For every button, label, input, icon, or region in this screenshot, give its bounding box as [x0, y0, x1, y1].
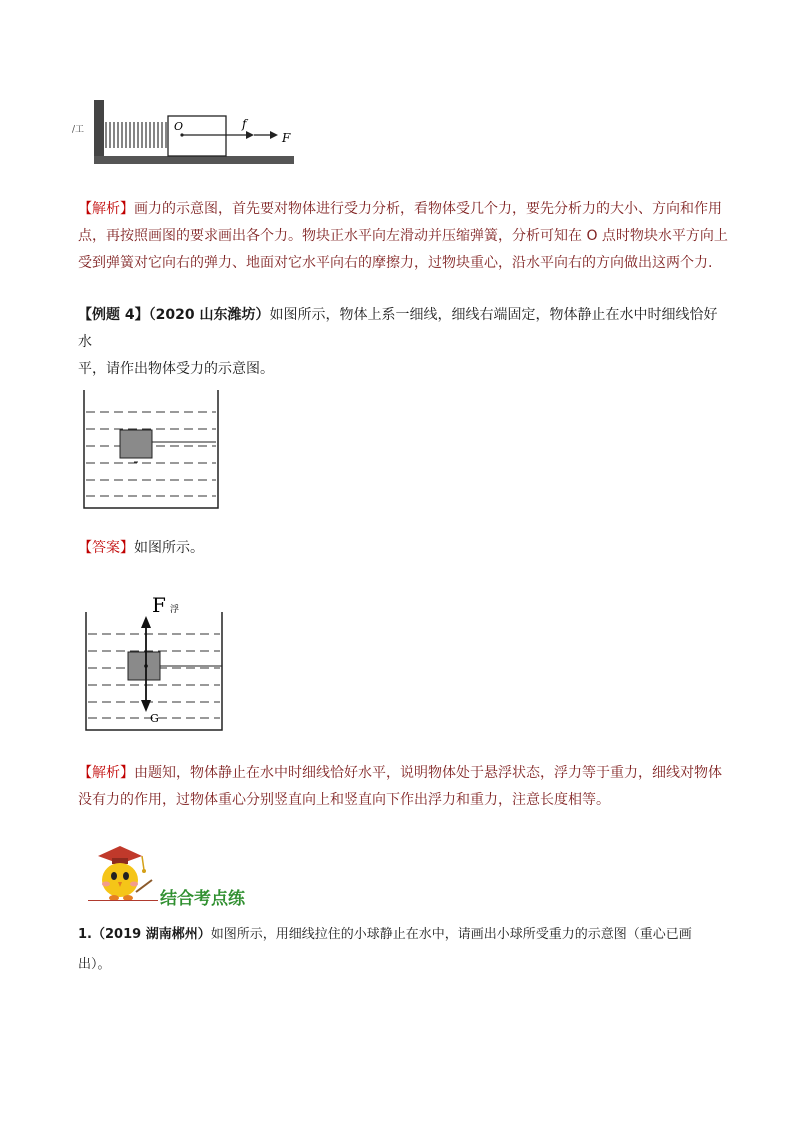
question-1-number: 1.: [78, 927, 92, 942]
analysis-2: [78, 760, 728, 814]
label-gravity-G: G: [150, 712, 159, 725]
example-4-line-2: 平，请作出物体受力的示意图。: [78, 361, 274, 377]
question-1-line-2: 出）。: [78, 957, 111, 972]
question-1: [78, 920, 738, 980]
section-underline: [88, 900, 158, 901]
analysis-1: [78, 196, 728, 277]
buoyancy-arrowhead: [141, 616, 151, 628]
container-diagram: [82, 388, 222, 510]
analysis-2-tag: 【解析】: [78, 765, 134, 781]
section-title: 结合考点练: [160, 889, 245, 909]
example-4-source: （2020 山东潍坊）: [148, 307, 270, 323]
label-F: F: [282, 131, 291, 145]
forces-diagram: [82, 592, 232, 732]
answer-tag: 【答案】: [78, 540, 134, 556]
figure-left-label: /工: [72, 125, 85, 135]
analysis-1-tag: 【解析】: [78, 201, 134, 217]
example-4-tag: 【例题 4】: [78, 307, 149, 323]
analysis-2-line-2: 没有力的作用，过物体重心分别竖直向上和竖直向下作出浮力和重力，注意长度相等。: [78, 792, 610, 808]
analysis-2-line-1: 【解析】由题知，物体静止在水中时细线恰好水平，说明物体处于悬浮状态，浮力等于重力，细线对物体: [78, 765, 722, 781]
force-arrowhead-F: [270, 131, 278, 139]
label-f: f: [242, 117, 247, 131]
figure-forces: [82, 592, 232, 732]
example-4-line-1: 【例题 4】（2020 山东潍坊）如图所示，物体上系一细线，细线右端固定，物体静止在水中时细线恰好水: [78, 307, 718, 350]
spring-block-diagram: [70, 98, 300, 170]
center-of-gravity: [144, 664, 148, 668]
answer: [78, 535, 204, 562]
gravity-arrowhead: [141, 700, 151, 712]
figure-spring-block: [70, 98, 300, 170]
section-header: [78, 840, 338, 910]
analysis-1-line-2: 点，再按照画图的要求画出各个力。物块正水平向左滑动并压缩弹簧，分析可知在 O 点时物块水平方向上: [78, 228, 728, 244]
force-arrowhead-f: [246, 131, 254, 139]
analysis-1-line-3: 受到弹簧对它向右的弹力、地面对它水平向右的摩擦力，过物块重心，沿水平向右的方向做出这两个力.: [78, 255, 713, 271]
question-1-source: （2019 湖南郴州）: [91, 927, 211, 942]
mascot-icon: [78, 840, 168, 906]
label-buoyancy-sub: 浮: [170, 605, 180, 615]
wall: [94, 100, 104, 164]
question-1-line-1: 1.（2019 湖南郴州）如图所示，用细线拉住的小球静止在水中，请画出小球所受重力的示意图（重心已画: [78, 927, 692, 942]
ground: [94, 156, 294, 164]
answer-text: 如图所示。: [134, 540, 204, 556]
label-buoyancy-F: F: [152, 593, 166, 617]
submerged-block: [120, 430, 152, 458]
example-4: [78, 302, 728, 383]
figure-container-block: [82, 388, 222, 510]
submerged-block-2: [128, 652, 160, 680]
label-o: O: [174, 120, 184, 133]
analysis-1-line-1: 【解析】画力的示意图，首先要对物体进行受力分析，看物体受几个力，要先分析力的大小、方向和作用: [78, 201, 722, 217]
spring: [106, 122, 166, 148]
